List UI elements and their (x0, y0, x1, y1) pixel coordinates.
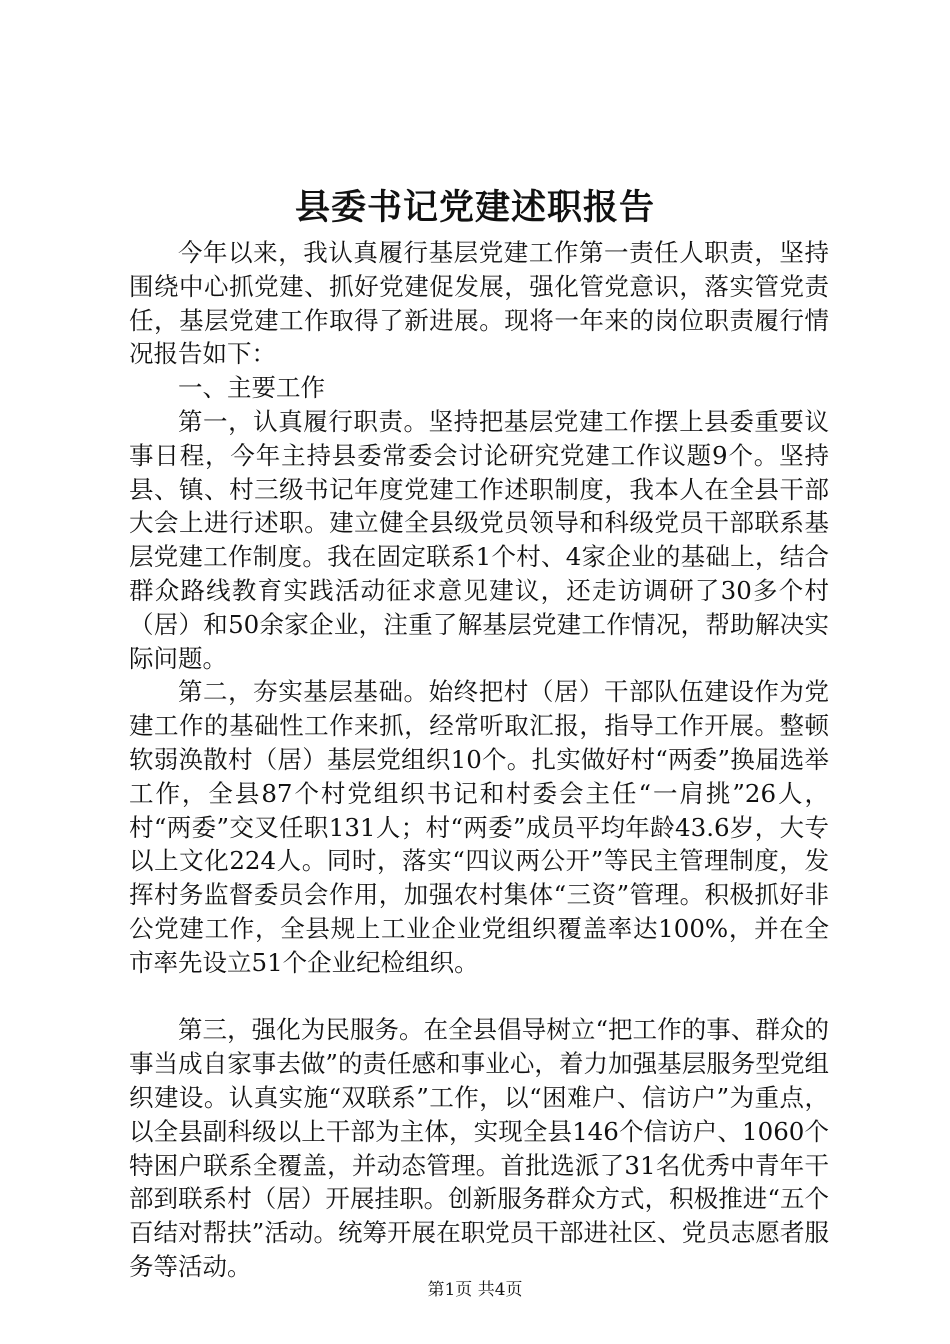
page-number: 第1页 共4页 (427, 1280, 523, 1300)
paragraph-third: 第三，强化为民服务。在全县倡导树立“把工作的事、群众的事当成自家事去做”的责任感和事业心，着力加强基层服务型党组织建设。认真实施“双联系”工作，以“困难户、信访户”为重点，以全县副科级以上干部为主体，实现全县146个信访户、1060个特困户联系全覆盖，并动态管理。首批选派了31名优秀中青年干部到联系村（居）开展挂职。创新服务群众方式，积极推进“五个百结对帮扶”活动。统筹开展在职党员干部进社区、党员志愿者服务等活动。 (129, 1015, 829, 1281)
section-heading: 一、主要工作 (178, 373, 325, 403)
document-title: 县委书记党建述职报告 (294, 187, 655, 228)
document-body (129, 236, 829, 1284)
paragraph-second: 第二，夯实基层基础。始终把村（居）干部队伍建设作为党建工作的基础性工作来抓，经常听取汇报，指导工作开展。整顿软弱涣散村（居）基层党组织10个。扎实做好村“两委”换届选举工作，全县87个村党组织书记和村委会主任“一肩挑”26人，村“两委”交叉任职131人；村“两委”成员平均年龄43.6岁，大专以上文化224人。同时，落实“四议两公开”等民主管理制度，发挥村务监督委员会作用，加强农村集体“三资”管理。积极抓好非公党建工作，全县规上工业企业党组织覆盖率达100%，并在全市率先设立51个企业纪检组织。 (129, 677, 829, 977)
paragraph-intro: 今年以来，我认真履行基层党建工作第一责任人职责，坚持围绕中心抓党建、抓好党建促发展，强化管党意识，落实管党责任，基层党建工作取得了新进展。现将一年来的岗位职责履行情况报告如下： (129, 238, 829, 369)
paragraph-first: 第一，认真履行职责。坚持把基层党建工作摆上县委重要议事日程，今年主持县委常委会讨论研究党建工作议题9个。坚持县、镇、村三级书记年度党建工作述职制度，我本人在全县干部大会上进行述职。建立健全县级党员领导和科级党员干部联系基层党建工作制度。我在固定联系1个村、4家企业的基础上，结合群众路线教育实践活动征求意见建议，还走访调研了30多个村（居）和50余家企业，注重了解基层党建工作情况，帮助解决实际问题。 (129, 406, 829, 673)
